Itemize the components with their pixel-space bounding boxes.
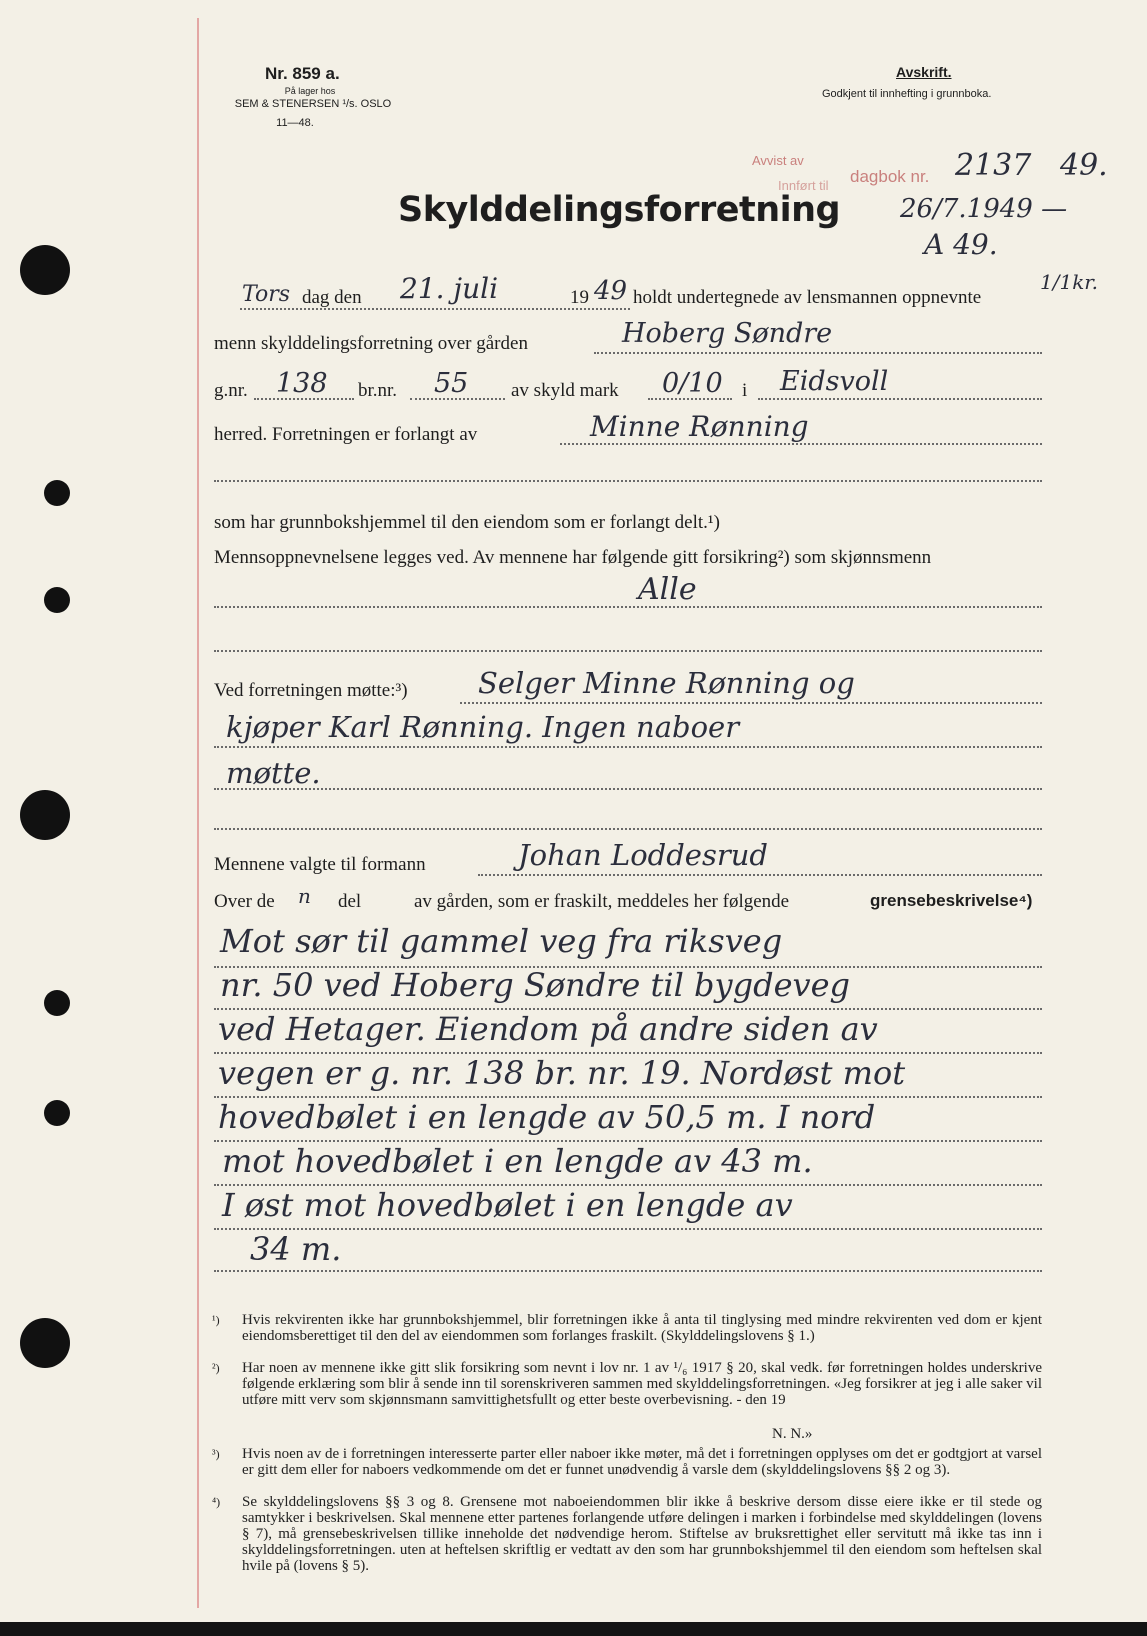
fill-line: [410, 398, 505, 400]
footnote-signature: [212, 1426, 1042, 1442]
punch-hole: [44, 480, 70, 506]
fill-line: [214, 746, 1042, 748]
fill-line: [478, 874, 1042, 876]
requested-by: Minne Rønning: [590, 410, 809, 443]
skyld-value: 0/10: [662, 368, 723, 399]
herred-label: herred. Forretningen er forlangt av: [214, 424, 478, 445]
fill-line: [214, 480, 1042, 482]
punch-hole: [44, 587, 70, 613]
attended-line: Selger Minne Rønning og: [478, 666, 855, 700]
footnote: [212, 1494, 1042, 1590]
punch-hole: [44, 1100, 70, 1126]
punch-hole: [20, 1318, 70, 1368]
footnote-text: N. N.»: [772, 1426, 813, 1442]
publisher-line: SEM & STENERSEN ¹/s. OSLO: [234, 98, 392, 110]
boundary-line: hovedbølet i en lengde av 50,5 m. I nord: [218, 1098, 876, 1136]
registration-ref: A 49.: [924, 228, 998, 261]
daybook-year: 49.: [1060, 148, 1108, 183]
boundary-line: Mot sør til gammel veg fra riksveg: [220, 922, 783, 960]
attended-line: møtte.: [226, 756, 321, 790]
daybook-label: dagbok nr.: [850, 167, 930, 186]
stamp-line: Avvist av: [752, 153, 804, 168]
farm-name: Hoberg Søndre: [622, 318, 833, 349]
registration-date: 26/7.1949 —: [900, 194, 1068, 224]
footnote-number: ¹): [212, 1313, 220, 1327]
footnote-number: ⁴): [212, 1495, 221, 1509]
municipality: Eidsvoll: [780, 366, 889, 397]
fill-line: [214, 650, 1042, 652]
fill-line: [560, 443, 1042, 445]
fill-line: [214, 828, 1042, 830]
fill-line: [214, 606, 1042, 608]
line1-tail: holdt undertegnede av lensmannen oppnevnte: [633, 287, 982, 308]
form-number: Nr. 859 a.: [265, 64, 340, 83]
publisher-line: På lager hos: [284, 86, 336, 96]
day-prefix: Tors: [242, 282, 291, 307]
insured-men: Alle: [638, 572, 697, 607]
fill-line: [214, 788, 1042, 790]
grunnbok-line: som har grunnbokshjemmel til den eiendom som er forlangt delt.¹): [214, 512, 720, 533]
year-value: 49: [594, 276, 628, 306]
punch-hole: [44, 990, 70, 1016]
registration-fee: 1/1kr.: [1040, 270, 1099, 294]
copy-label: Avskrift.: [896, 64, 952, 80]
footnote: [212, 1446, 1042, 1494]
footnote-text: Har noen av mennene ikke gitt slik forsikring som nevnt i lov nr. 1 av ¹/₆ 1917 § 20, skal vedk. før forretningen holdes underskrive følgende erklæring som blir å sende inn til sorenskriveren sammen med skylddelingsforretningen. «Jeg forsikrer at jeg i alle saker vil utføre mitt verv som skjønnsmann samvittighetsfullt og etter beste overbevisning. - den 19: [242, 1360, 1042, 1408]
margin-line: [197, 18, 199, 1608]
boundary-line: I øst mot hovedbølet i en lengde av: [222, 1186, 793, 1224]
skyld-label: av skyld mark: [511, 380, 619, 401]
over-label: del: [338, 891, 362, 912]
boundary-line: mot hovedbølet i en lengde av 43 m.: [222, 1142, 813, 1180]
boundary-line: ved Hetager. Eiendom på andre siden av: [218, 1010, 878, 1048]
fill-line: [594, 352, 1042, 354]
punch-hole: [20, 790, 70, 840]
punch-hole: [20, 245, 70, 295]
mennsopp-line: Mennsoppnevnelsene legges ved. Av mennene har følgende gitt forsikring²) som skjønnsmenn: [214, 547, 932, 568]
over-label: av gården, som er fraskilt, meddeles her følgende: [414, 891, 790, 912]
bnr-label: br.nr.: [358, 380, 398, 401]
year-prefix: 19: [570, 287, 589, 308]
footnote: [212, 1360, 1042, 1424]
boundary-label: grensebeskrivelse⁴): [870, 891, 1033, 910]
footnote: [212, 1312, 1042, 1360]
fill-line: [254, 398, 354, 400]
boundary-line: 34 m.: [250, 1230, 342, 1268]
fill-line: [460, 702, 1042, 704]
daybook-number: 2137: [955, 148, 1032, 183]
document-title: Skylddelingsforretning: [398, 190, 841, 230]
stamp-line: Innført til: [778, 178, 829, 193]
fill-line: [648, 398, 732, 400]
boundary-line: vegen er g. nr. 138 br. nr. 19. Nordøst mot: [218, 1054, 906, 1092]
footnote-number: ³): [212, 1447, 220, 1461]
footnote-number: ²): [212, 1361, 220, 1375]
over-label: Over de: [214, 891, 275, 912]
fill-line: [240, 308, 630, 310]
attended-label: Ved forretningen møtte:³): [214, 680, 408, 701]
chairman-name: Johan Loddesrud: [518, 838, 768, 872]
footnote-text: Hvis noen av de i forretningen interesserte parter eller naboer ikke møter, må det i forretningen opplyses om det er godtgjort at varsel er gitt dem eller for naboers vedkommende om det er funnet unødvendig å varsle dem (skylddelingslovens §§ 2 og 3).: [242, 1446, 1042, 1478]
publisher-line: 11—48.: [276, 117, 314, 129]
copy-note: Godkjent til innhefting i grunnboka.: [822, 88, 992, 100]
i-label: i: [742, 380, 748, 401]
attended-line: kjøper Karl Rønning. Ingen naboer: [226, 710, 740, 744]
footnote-text: Se skylddelingslovens §§ 3 og 8. Grensene mot naboeiendommen blir ikke å beskrive dersom disse eiere ikke er til stede og samtykker i beskrivelsen. Skal mennene etter partenes forlangende utføre delingen i marken i forbindelse med skylddelingen (lovens § 7), må grensebeskrivelsen tillike inneholde det nødvendige herom. Stiftelse av bruksrettighet eller servitutt må ikke tas inn i skylddelingsforretningen. uten at heftelsen skriftlig er vedtatt av den som har grunnbokshjemmel til den eiendom som heftelsen skal hvile på (lovens § 5).: [242, 1494, 1042, 1574]
day-label: dag den: [302, 287, 362, 308]
chairman-label: Mennene valgte til formann: [214, 854, 426, 875]
boundary-line: nr. 50 ved Hoberg Søndre til bygdeveg: [220, 966, 850, 1004]
farm-label: menn skylddelingsforretning over gården: [214, 333, 528, 354]
fill-line: [758, 398, 1042, 400]
bnr-value: 55: [434, 368, 469, 399]
footnote-text: Hvis rekvirenten ikke har grunnbokshjemmel, blir forretningen ikke å anta til tinglysing med mindre rekvirenten ved dom er kjent eiendomsberettiget til den del av eiendommen som forlanges fraskilt. (Skylddelingslovens § 1.): [242, 1312, 1042, 1344]
date-value: 21. juli: [400, 272, 499, 305]
gnr-value: 138: [276, 368, 328, 399]
over-handwritten: n: [298, 884, 311, 908]
gnr-label: g.nr.: [214, 380, 248, 401]
fill-line: [214, 1270, 1042, 1272]
